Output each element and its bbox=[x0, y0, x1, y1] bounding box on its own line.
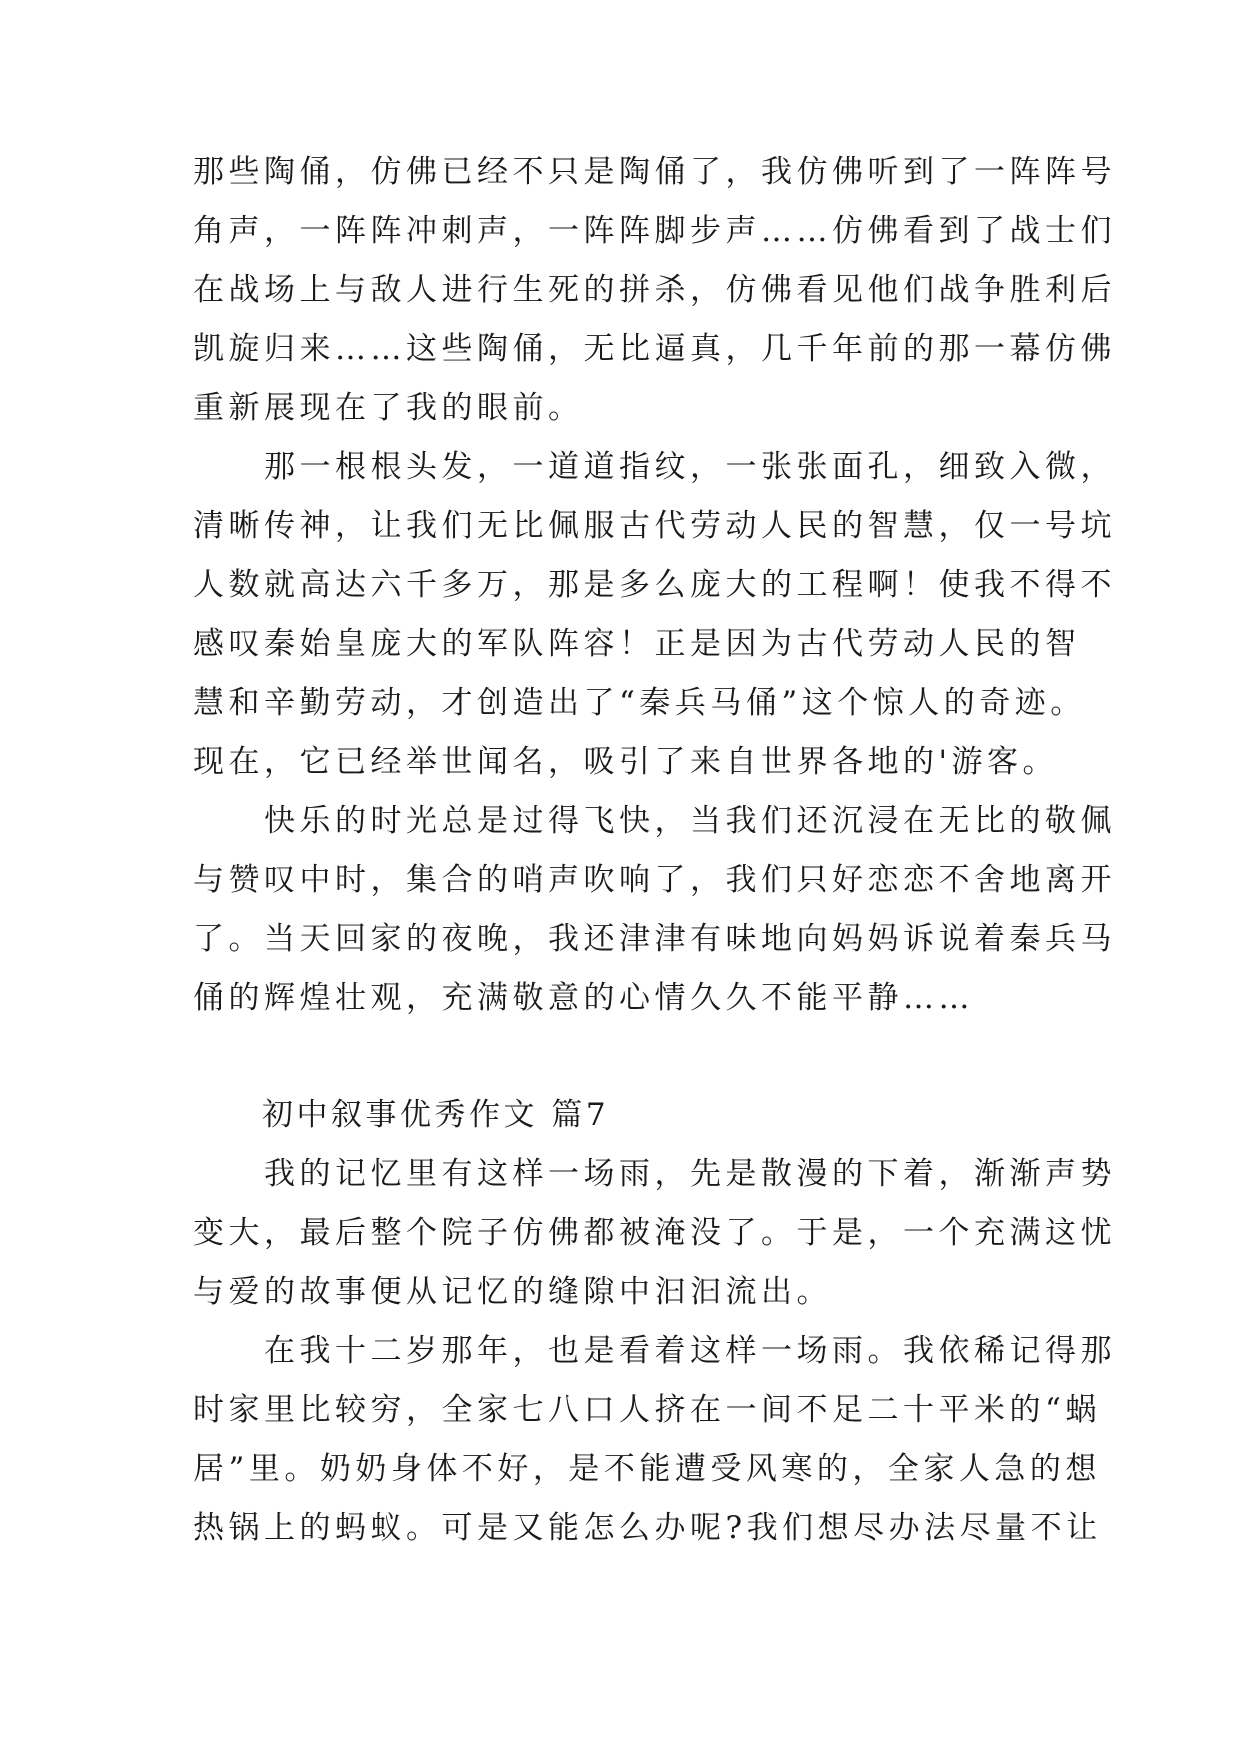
text-line: 时家里比较穷，全家七八口人挤在一间不足二十平米的“蜗 bbox=[193, 1392, 1101, 1428]
text-line: 那些陶俑，仿佛已经不只是陶俑了，我仿佛听到了一阵阵号 bbox=[193, 154, 1116, 190]
section-heading: 初中叙事优秀作文 篇7 bbox=[193, 1097, 610, 1133]
text-line: 那一根根头发，一道道指纹，一张张面孔，细致入微， bbox=[193, 449, 1116, 485]
text-line: 在战场上与敌人进行生死的拼杀，仿佛看见他们战争胜利后 bbox=[193, 272, 1116, 308]
text-line: 俑的辉煌壮观，充满敬意的心情久久不能平静…… bbox=[193, 980, 974, 1016]
text-line: 在我十二岁那年，也是看着这样一场雨。我依稀记得那 bbox=[193, 1333, 1116, 1369]
text-line: 热锅上的蚂蚁。可是又能怎么办呢?我们想尽办法尽量不让 bbox=[193, 1510, 1102, 1546]
text-line: 了。当天回家的夜晚，我还津津有味地向妈妈诉说着秦兵马 bbox=[193, 921, 1116, 957]
text-line: 人数就高达六千多万，那是多么庞大的工程啊！使我不得不 bbox=[193, 567, 1116, 603]
text-line: 角声，一阵阵冲刺声，一阵阵脚步声……仿佛看到了战士们 bbox=[193, 213, 1116, 249]
text-line: 快乐的时光总是过得飞快，当我们还沉浸在无比的敬佩 bbox=[193, 803, 1116, 839]
text-line: 居”里。奶奶身体不好，是不能遭受风寒的，全家人急的想 bbox=[193, 1451, 1101, 1487]
text-line: 我的记忆里有这样一场雨，先是散漫的下着，渐渐声势 bbox=[193, 1156, 1116, 1192]
text-line: 清晰传神，让我们无比佩服古代劳动人民的智慧，仅一号坑 bbox=[193, 508, 1116, 544]
text-line: 慧和辛勤劳动，才创造出了“秦兵马俑”这个惊人的奇迹。 bbox=[193, 685, 1086, 721]
text-line: 现在，它已经举世闻名，吸引了来自世界各地的'游客。 bbox=[193, 744, 1059, 780]
text-line: 凯旋归来……这些陶俑，无比逼真，几千年前的那一幕仿佛 bbox=[193, 331, 1116, 367]
text-line: 变大，最后整个院子仿佛都被淹没了。于是，一个充满这忧 bbox=[193, 1215, 1116, 1251]
text-line: 重新展现在了我的眼前。 bbox=[193, 390, 584, 426]
text-line: 感叹秦始皇庞大的军队阵容！正是因为古代劳动人民的智 bbox=[193, 626, 1081, 662]
text-line: 与赞叹中时，集合的哨声吹响了，我们只好恋恋不舍地离开 bbox=[193, 862, 1116, 898]
text-line: 与爱的故事便从记忆的缝隙中汩汩流出。 bbox=[193, 1274, 832, 1310]
